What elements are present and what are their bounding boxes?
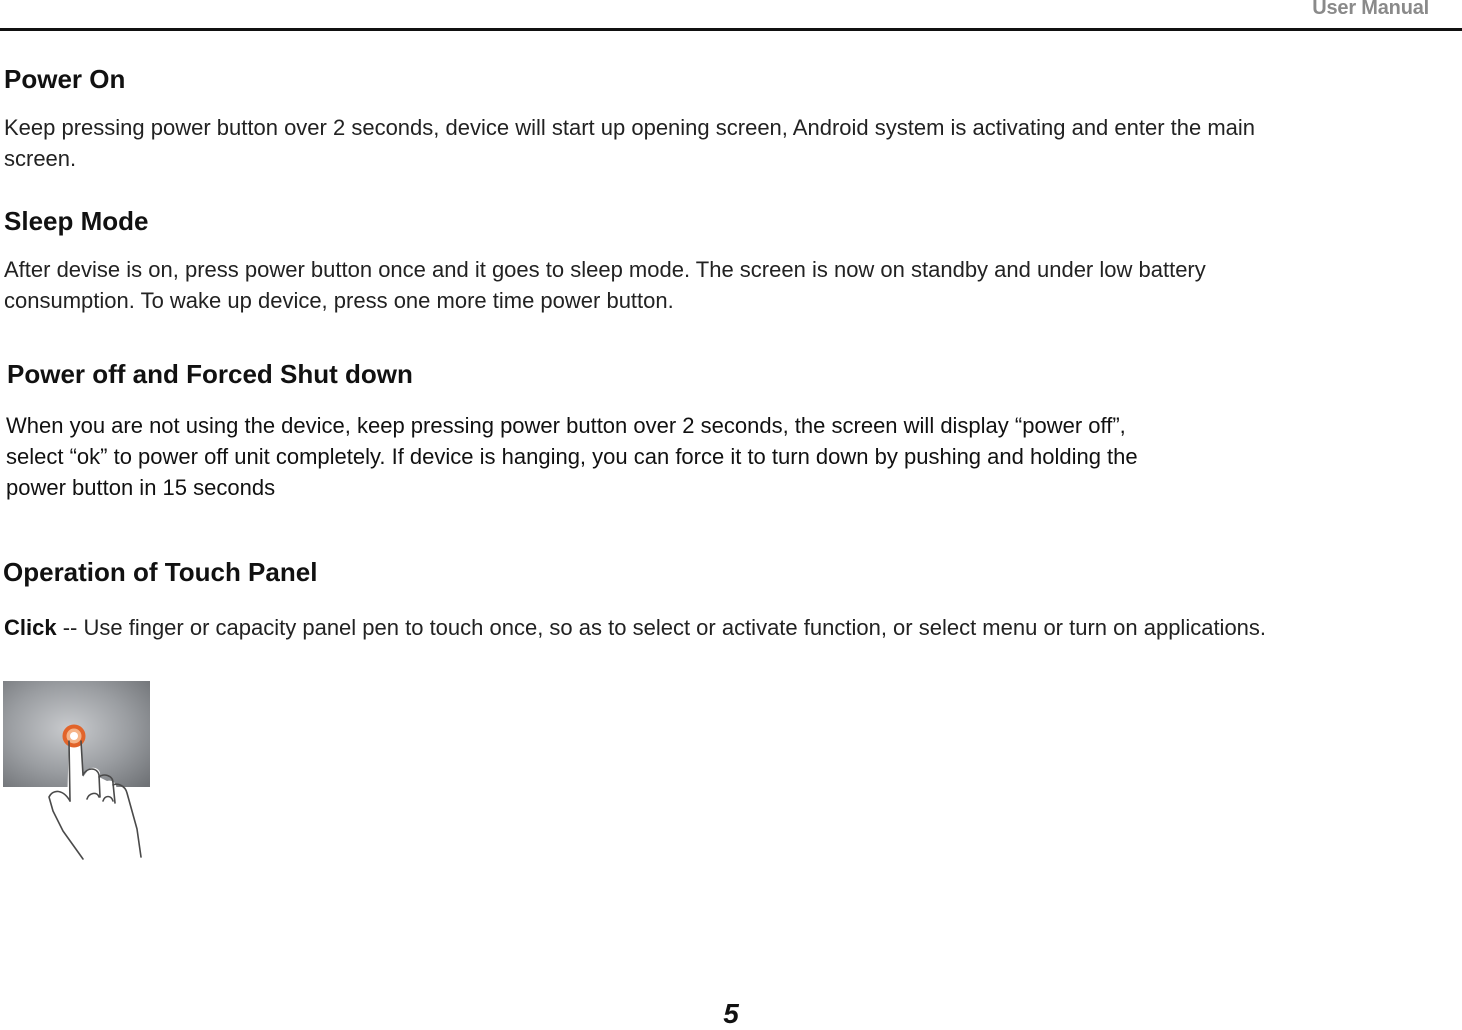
finger-tap-icon	[3, 681, 150, 861]
paragraph-line: power button in 15 seconds	[6, 475, 276, 500]
heading-touch-panel: Operation of Touch Panel	[3, 557, 318, 587]
paragraph-power-on	[4, 112, 1454, 174]
heading-power-on: Power On	[4, 64, 126, 94]
paragraph-power-off	[6, 410, 1456, 503]
header-title: User Manual	[1312, 0, 1429, 19]
paragraph-line: Keep pressing power button over 2 seconds, device will start up opening screen, Android system is activating and enter the main	[4, 115, 1256, 140]
paragraph-click	[4, 612, 1459, 643]
paragraph-line: select “ok” to power off unit completely. If device is hanging, you can force it to turn down by pushing and holding the	[6, 444, 1138, 469]
paragraph-line: screen.	[4, 146, 77, 171]
paragraph-sleep-mode	[4, 254, 1454, 316]
click-term: Click	[4, 615, 57, 640]
page-number: 5	[723, 998, 739, 1029]
paragraph-line: consumption. To wake up device, press one more time power button.	[4, 288, 674, 313]
header-rule	[0, 28, 1462, 31]
paragraph-line: After devise is on, press power button once and it goes to sleep mode. The screen is now on standby and under low battery	[4, 257, 1206, 282]
click-description: -- Use finger or capacity panel pen to touch once, so as to select or activate function, or select menu or turn on applications.	[56, 615, 1267, 640]
heading-sleep-mode: Sleep Mode	[4, 206, 149, 236]
heading-power-off: Power off and Forced Shut down	[7, 359, 413, 389]
paragraph-line: When you are not using the device, keep pressing power button over 2 seconds, the screen will display “power off”,	[6, 413, 1126, 438]
